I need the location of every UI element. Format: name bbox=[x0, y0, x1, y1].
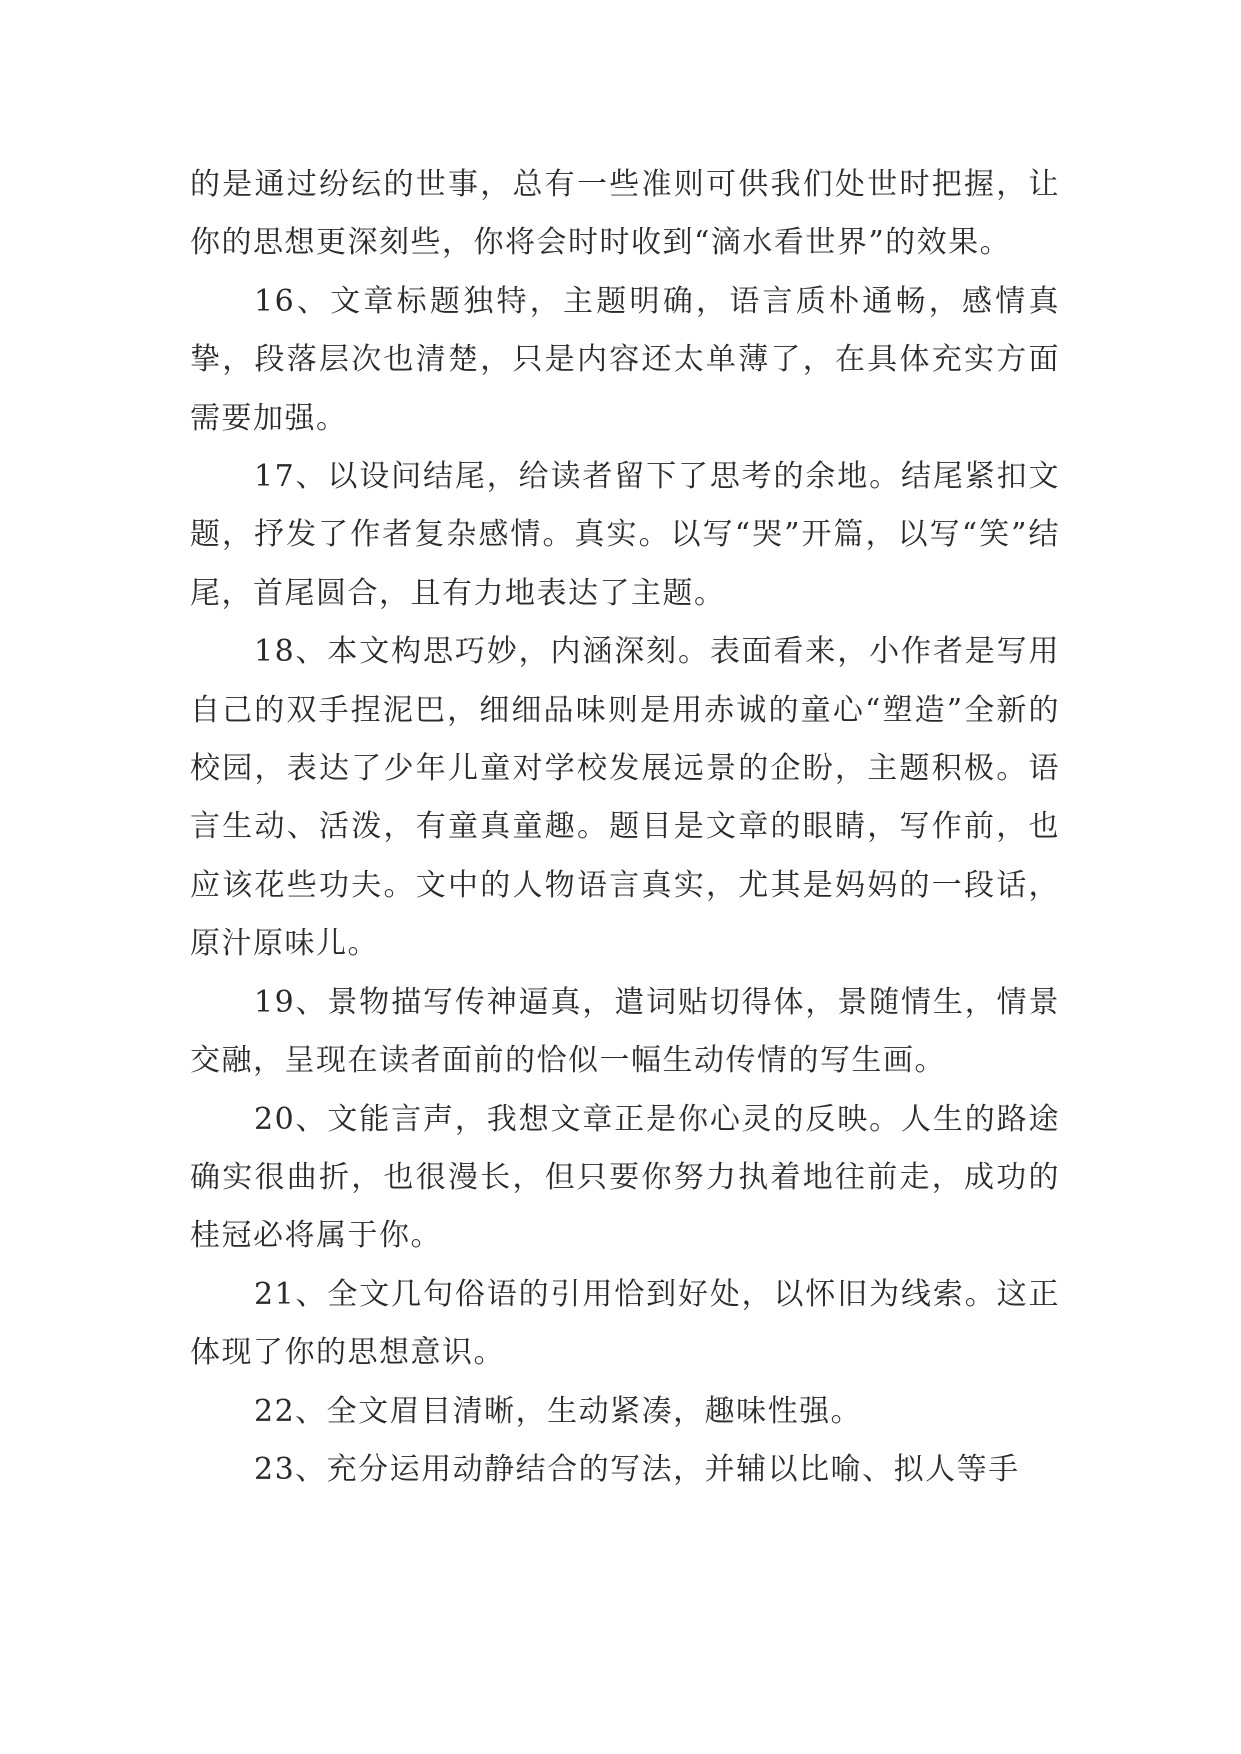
paragraph-comment-16: 16、文章标题独特，主题明确，语言质朴通畅，感情真挚，段落层次也清楚，只是内容还太单薄了，在具体充实方面需要加强。 bbox=[190, 283, 1060, 436]
paragraph-comment-23: 23、充分运用动静结合的写法，并辅以比喻、拟人等手 bbox=[254, 1451, 1020, 1487]
paragraph-comment-21: 21、全文几句俗语的引用恰到好处，以怀旧为线索。这正体现了你的思想意识。 bbox=[190, 1276, 1060, 1371]
paragraph-comment-18: 18、本文构思巧妙，内涵深刻。表面看来，小作者是写用自己的双手捏泥巴，细细品味则是用赤诚的童心“塑造”全新的校园，表达了少年儿童对学校发展远景的企盼，主题积极。语言生动、活泼，有童真童趣。题目是文章的眼睛，写作前，也应该花些功夫。文中的人物语言真实，尤其是妈妈的一段话，原汁原味儿。 bbox=[190, 634, 1060, 962]
paragraph-comment-22: 22、全文眉目清晰，生动紧凑，趣味性强。 bbox=[254, 1393, 863, 1429]
paragraph-comment-19: 19、景物描写传神逼真，遣词贴切得体，景随情生，情景交融，呈现在读者面前的恰似一幅生动传情的写生画。 bbox=[190, 984, 1060, 1079]
document-body bbox=[190, 156, 1060, 1499]
paragraph-continued: 的是通过纷纭的世事，总有一些准则可供我们处世时把握，让你的思想更深刻些，你将会时时收到“滴水看世界”的效果。 bbox=[190, 167, 1060, 261]
paragraph-comment-20: 20、文能言声，我想文章正是你心灵的反映。人生的路途确实很曲折，也很漫长，但只要你努力执着地往前走，成功的桂冠必将属于你。 bbox=[190, 1101, 1060, 1254]
paragraph-comment-17: 17、以设问结尾，给读者留下了思考的余地。结尾紧扣文题，抒发了作者复杂感情。真实。以写“哭”开篇，以写“笑”结尾，首尾圆合，且有力地表达了主题。 bbox=[190, 459, 1060, 611]
